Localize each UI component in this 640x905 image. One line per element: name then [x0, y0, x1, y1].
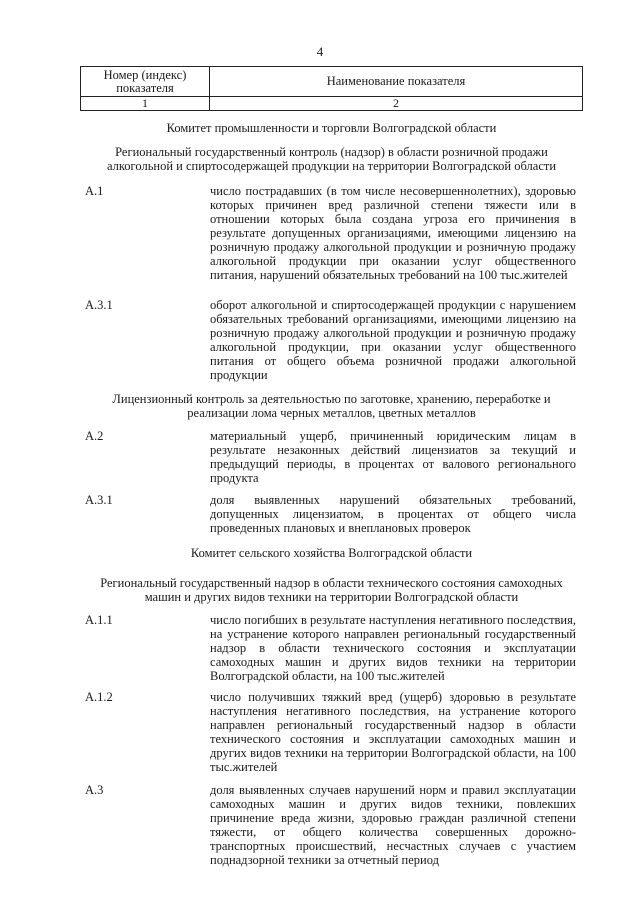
committee-heading: Комитет промышленности и торговли Волгоградской области: [166, 121, 497, 135]
indicator-code: А.3.1: [85, 493, 113, 507]
indicator-name: число пострадавших (в том числе несовершеннолетних), здоровью которых причинен вред различной степени тяжести или в отношении которых была создана угроза его причинения в результате допущенных организациями, имеющими лицензию на розничную продажу алкогольной продукции и розничную продажу алкогольной продукции при оказании услуг общественного питания, нарушений обязательных требований на 100 тыс.жителей: [210, 184, 576, 282]
indicator-name: доля выявленных случаев нарушений норм и правил эксплуатации самоходных машин и других видов техники, повлекших причинение вреда жизни, здоровью граждан различной степени тяжести, от общего количества совершенных дорожно-транспортных происшествий, несчастных случаев с участием поднадзорной техники за отчетный период: [210, 783, 576, 867]
column-header-index: Номер (индекс) показателя: [81, 67, 210, 97]
subsection-heading: Лицензионный контроль за деятельностью по заготовке, хранению, переработке и реализации лома черных металлов, цветных металлов: [112, 392, 551, 420]
column-number-2: 2: [210, 97, 583, 111]
indicator-code: А.3.1: [85, 298, 113, 312]
indicator-code: А.3: [85, 783, 104, 797]
indicator-name: материальный ущерб, причиненный юридическим лицам в результате незаконных действий лицензиатов за текущий и предыдущий периоды, в процентах от валового регионального продукта: [210, 429, 576, 485]
indicator-code: А.1.1: [85, 613, 113, 627]
column-header-name: Наименование показателя: [210, 67, 583, 97]
subsection-heading: Региональный государственный контроль (надзор) в области розничной продажи алкогольной и спиртосодержащей продукции на территории Волгоградской области: [106, 145, 557, 173]
page-number: 4: [316, 44, 324, 59]
indicator-code: А.1: [85, 184, 104, 198]
indicator-name: оборот алкогольной и спиртосодержащей продукции с нарушением обязательных требований организациями, имеющими лицензию на розничную продажу алкогольной продукции и розничную продажу алкогольной продукции, при оказании услуг общественного питания от общего объема розничной продажи алкогольной продукции: [210, 298, 576, 382]
indicator-code: А.1.2: [85, 690, 113, 704]
indicator-table-header: [80, 66, 583, 111]
committee-heading: Комитет сельского хозяйства Волгоградской области: [190, 546, 473, 560]
indicator-name: число погибших в результате наступления негативного последствия, на устранение которого направлен региональный государственный надзор в области технического состояния и эксплуатации самоходных машин и других видов техники на территории Волгоградской области, на 100 тыс.жителей: [210, 613, 576, 683]
column-number-1: 1: [81, 97, 210, 111]
indicator-code: А.2: [85, 429, 104, 443]
indicator-name: число получивших тяжкий вред (ущерб) здоровью в результате наступления негативного последствия, на устранение которого направлен региональный государственный надзор в области технического состояния и эксплуатации самоходных машин и других видов техники на территории Волгоградской области, на 100 тыс.жителей: [210, 690, 576, 774]
subsection-heading: Региональный государственный надзор в области технического состояния самоходных машин и других видов техники на территории Волгоградской области: [100, 576, 563, 604]
indicator-name: доля выявленных нарушений обязательных требований, допущенных лицензиатом, в процентах от общего числа проведенных плановых и внеплановых проверок: [210, 493, 576, 535]
